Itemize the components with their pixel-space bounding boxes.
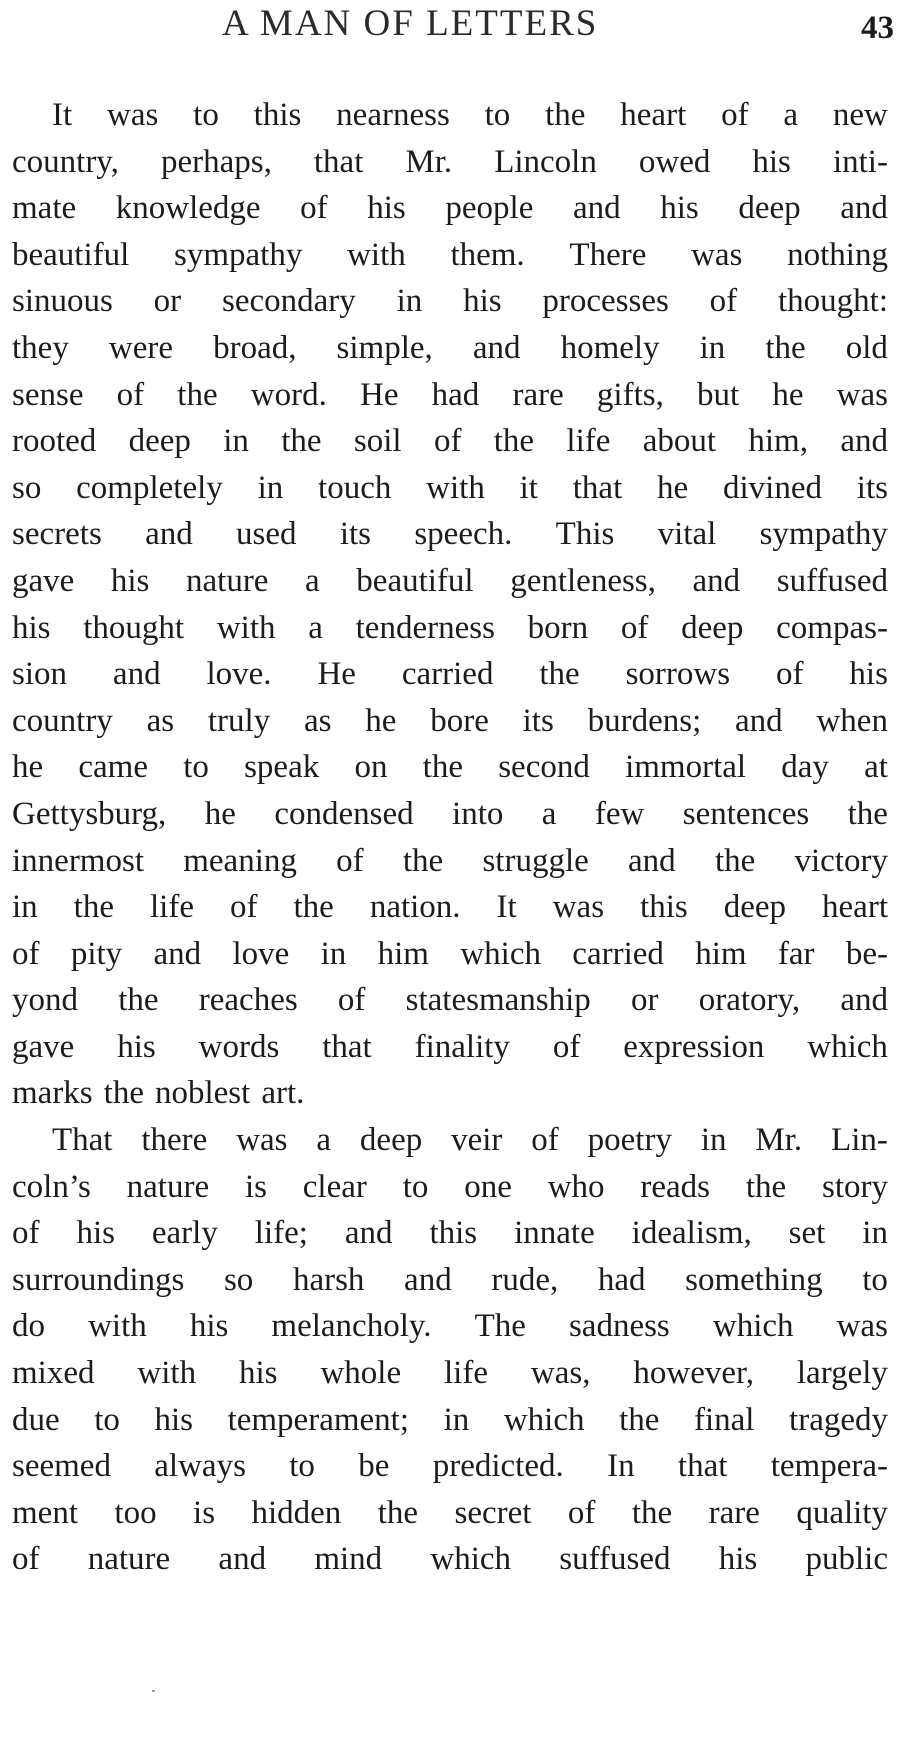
text-line: gave his words that finality of expression which (12, 1028, 888, 1065)
running-head-title: A MAN OF LETTERS (222, 3, 599, 44)
text-line: innermost meaning of the struggle and the victory (12, 842, 888, 879)
text-line: country as truly as he bore its burdens; and when (12, 702, 888, 739)
text-line: do with his melancholy. The sadness which was (12, 1308, 888, 1345)
text-line: of nature and mind which suffused his public (12, 1541, 888, 1578)
paragraph-2 (12, 1117, 888, 1583)
paper-speck (152, 1690, 155, 1692)
text-line: in the life of the nation. It was this deep heart (12, 889, 888, 926)
page-number: 43 (861, 10, 894, 46)
text-line: country, perhaps, that Mr. Lincoln owed his inti- (12, 143, 888, 180)
text-line: sinuous or secondary in his processes of thought: (12, 283, 888, 320)
text-line: of pity and love in him which carried him far be- (12, 935, 888, 972)
text-line: secrets and used its speech. This vital sympathy (12, 516, 888, 553)
text-line: yond the reaches of statesmanship or oratory, and (12, 982, 888, 1019)
text-line: he came to speak on the second immortal day at (12, 749, 888, 786)
text-line: his thought with a tenderness born of deep compas- (12, 609, 888, 646)
text-line: gave his nature a beautiful gentleness, and suffused (12, 562, 888, 599)
text-line: they were broad, simple, and homely in the old (12, 329, 888, 366)
text-line: so completely in touch with it that he divined its (12, 469, 888, 506)
text-line: ment too is hidden the secret of the rare quality (12, 1494, 888, 1531)
text-line: surroundings so harsh and rude, had something to (12, 1261, 888, 1298)
text-line: beautiful sympathy with them. There was nothing (12, 236, 888, 273)
text-line: mate knowledge of his people and his deep and (12, 190, 888, 227)
text-line: due to his temperament; in which the final tragedy (12, 1401, 888, 1438)
text-line: seemed always to be predicted. In that tempera- (12, 1448, 888, 1485)
text-line: It was to this nearness to the heart of a new (52, 97, 888, 133)
text-line: coln’s nature is clear to one who reads the story (12, 1168, 888, 1205)
running-header (0, 0, 900, 60)
text-line: Gettysburg, he condensed into a few sentences the (12, 795, 888, 832)
text-line: marks the noblest art. (12, 1075, 305, 1112)
text-line: mixed with his whole life was, however, largely (12, 1355, 888, 1392)
text-line: sense of the word. He had rare gifts, but he was (12, 376, 888, 413)
paragraph-1 (12, 92, 888, 1117)
text-line: rooted deep in the soil of the life about him, and (12, 423, 888, 460)
text-line: That there was a deep veir of poetry in Mr. Lin- (52, 1122, 888, 1159)
text-line: sion and love. He carried the sorrows of his (12, 656, 888, 693)
body-text (12, 92, 888, 1583)
text-line: of his early life; and this innate idealism, set in (12, 1215, 888, 1252)
